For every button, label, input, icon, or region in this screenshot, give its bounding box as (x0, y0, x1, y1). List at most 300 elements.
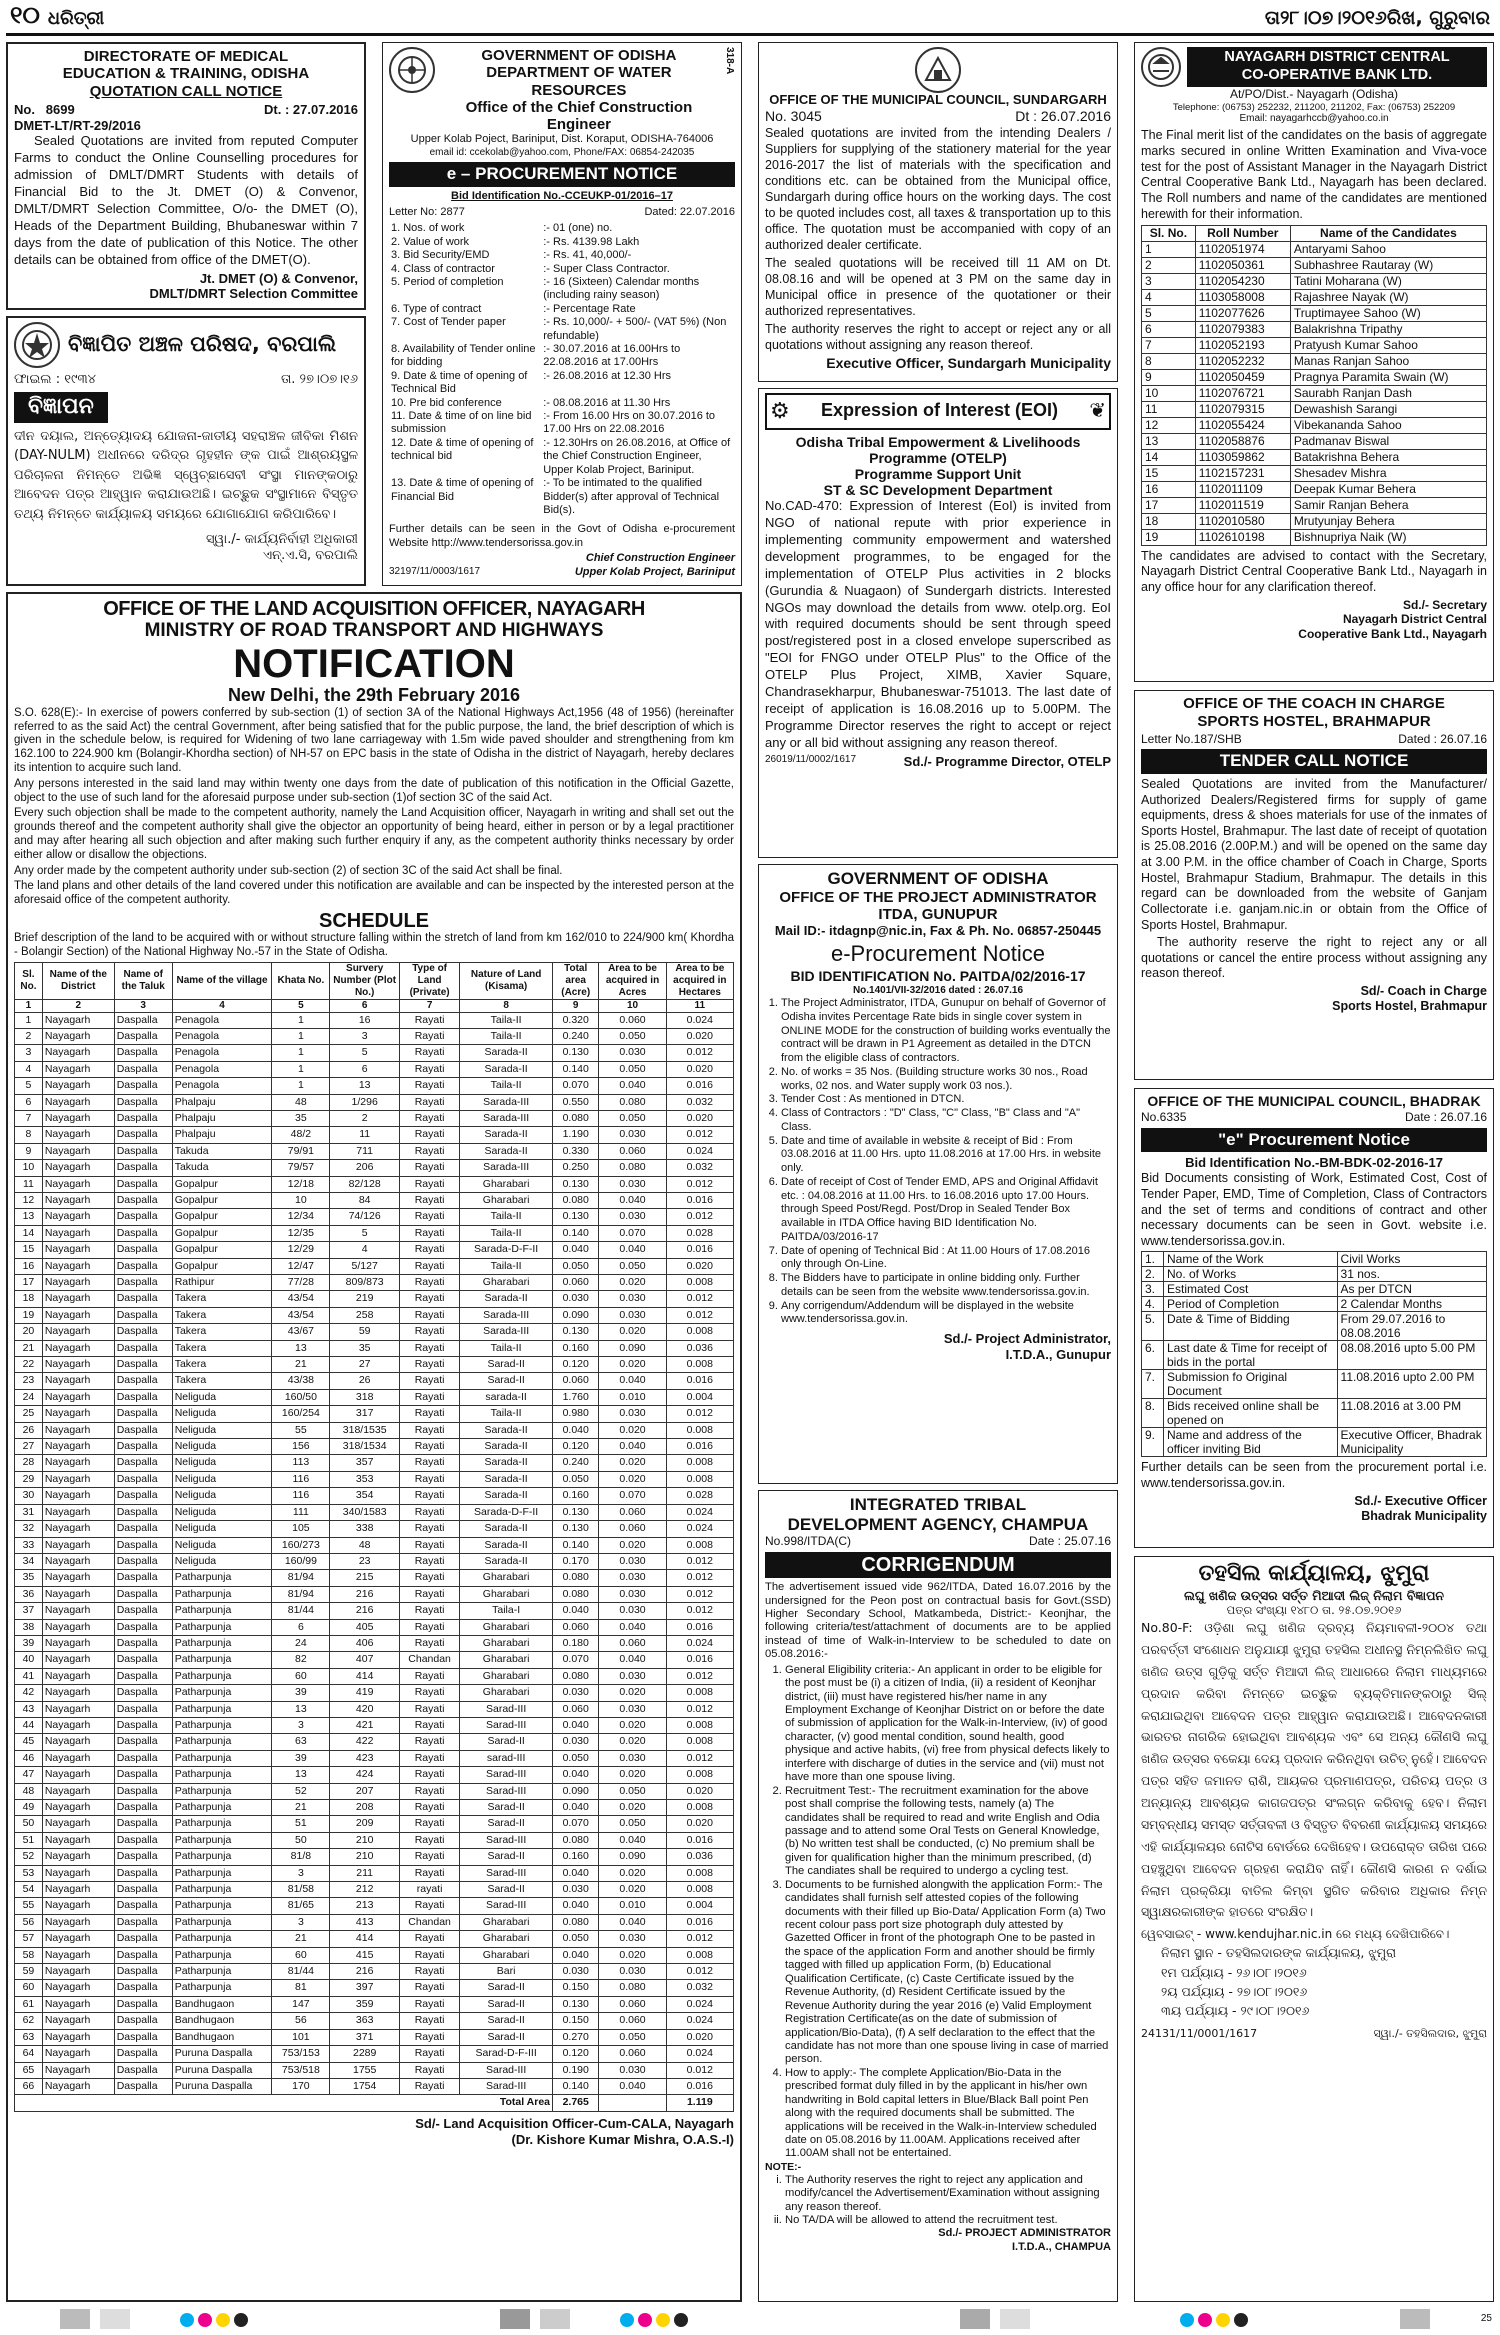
table-cell: 52 (15, 1849, 43, 1865)
ad-bank-signature-2: Nayagarh District Central (1342, 612, 1487, 627)
ad-dmet-signature: Jt. DMET (O) & Convenor, (199, 270, 358, 286)
table-cell: Neliguda (172, 1389, 272, 1405)
table-cell: Nayagarh (42, 1931, 114, 1947)
table-cell: 24 (15, 1389, 43, 1405)
table-cell: Gharabari (460, 1652, 553, 1668)
table-cell: Nayagarh (42, 1078, 114, 1094)
table-cell: Sarad-II (460, 2029, 553, 2045)
table-cell: 0.012 (666, 1603, 733, 1619)
table-cell: Sarada-II (460, 1143, 553, 1159)
table-cell: Rayati (399, 1324, 459, 1340)
table-cell: sarad-III (460, 1750, 553, 1766)
table-cell: 0.050 (553, 1931, 599, 1947)
schedule-column-number: 1 (15, 999, 43, 1012)
table-cell: Patharpunja (172, 1947, 272, 1963)
table-cell: 5/127 (330, 1258, 400, 1274)
table-cell: 116 (272, 1488, 330, 1504)
table-cell: 0.150 (553, 2013, 599, 2029)
ad-tahasil-code: 24131/11/0001/1617 (1141, 2026, 1258, 2040)
table-cell: Nayagarh (42, 1192, 114, 1208)
table-cell: 81/94 (272, 1570, 330, 1586)
table-cell: 37 (15, 1603, 43, 1619)
table-cell: Patharpunja (172, 1570, 272, 1586)
table-cell: Daspalla (114, 1209, 172, 1225)
table-cell: 12/29 (272, 1242, 330, 1258)
water-detail-value: :- 01 (one) no. (543, 222, 613, 235)
ad-bank-column-header: Sl. No. (1142, 226, 1196, 242)
table-cell: Daspalla (114, 1242, 172, 1258)
table-cell: 0.060 (553, 1275, 599, 1291)
table-cell: 0.050 (553, 1471, 599, 1487)
gear-logo-icon: ⚙ (770, 398, 790, 423)
table-cell: Daspalla (114, 1603, 172, 1619)
table-cell: Nayagarh (42, 1258, 114, 1274)
table-cell: Pragnya Paramita Swain (W) (1290, 369, 1486, 385)
ad-bank-intro: The Final merit list of the candidates on the basis of aggregate marks secured in online Written Examination and Viva-voce test for the post of Assistant Manager in the Nayagarh District Central Cooperative Bank Ltd., Nayagarh has been declared. The Roll numbers and name of the candidates are mentioned herewith for their information. (1141, 128, 1487, 221)
table-cell: 0.030 (599, 1127, 666, 1143)
notification-para-5: The land plans and other details of the land covered under this notification are available and can be inspected by the interested person at the aforesaid office of the competent authority. (14, 880, 734, 907)
table-cell: Balakrishna Tripathy (1290, 321, 1486, 337)
table-cell: 0.040 (553, 1717, 599, 1733)
table-cell: 0.016 (666, 1619, 733, 1635)
table-cell: Sarada-III (460, 1307, 553, 1323)
table-cell: 1102610198 (1195, 529, 1290, 545)
table-cell: 1 (272, 1012, 330, 1028)
ad-water-signature-2: Upper Kolab Project, Bariniput (574, 565, 735, 578)
table-cell: 31 nos. (1337, 1267, 1486, 1282)
ad-eoi-signature: Sd./- Programme Director, OTELP (903, 753, 1111, 769)
table-cell: 0.140 (553, 1225, 599, 1241)
table-cell: 0.090 (599, 1340, 666, 1356)
table-cell: 0.012 (666, 1586, 733, 1602)
ad-sundargarh-para-1: Sealed quotations are invited from the intending Dealers / Suppliers for supplying of the stationery material for the year 2016-2017 the list of materials with the specification and conditions etc. can be obtained from the Municipal office, Sundargarh during office hours on the working days. The cost to be quoted includes cost, all taxes & transportation up to this office. The quotation must be accompanied with copy of an authorized dealer certificate. (765, 126, 1111, 253)
table-cell: Rayati (399, 1340, 459, 1356)
table-cell: 59 (330, 1324, 400, 1340)
table-cell: Patharpunja (172, 1980, 272, 1996)
ad-bank-address: At/PO/Dist.- Nayagarh (Odisha) (1229, 87, 1399, 101)
table-cell: 79/91 (272, 1143, 330, 1159)
table-cell: Shesadev Mishra (1290, 465, 1486, 481)
table-cell: 0.010 (599, 1389, 666, 1405)
table-cell: Rayati (399, 1389, 459, 1405)
table-cell: Rayati (399, 1553, 459, 1569)
table-cell: 49 (15, 1800, 43, 1816)
ad-hostel-heading: OFFICE OF THE COACH IN CHARGE (1183, 695, 1445, 712)
table-cell: 414 (330, 1668, 400, 1684)
table-cell: 52 (272, 1783, 330, 1799)
table-row (15, 1603, 734, 1619)
page-number-footer: 25 (1480, 2313, 1492, 2324)
table-cell: Daspalla (114, 1094, 172, 1110)
table-cell: Sarad-III (460, 2078, 553, 2094)
table-cell: Mrutyunjay Behera (1290, 513, 1486, 529)
table-cell: Rayati (399, 1455, 459, 1471)
table-cell: 27 (15, 1439, 43, 1455)
table-cell: 3. (1142, 1282, 1164, 1297)
table-cell: Patharpunja (172, 1767, 272, 1783)
table-cell: Gharabari (460, 1192, 553, 1208)
table-cell: 57 (15, 1931, 43, 1947)
table-cell: 170 (272, 2078, 330, 2094)
ad-tahasil-signature: ସ୍ୱା./- ତହସିଲଦାର, ଝୁମୁରା (1373, 2026, 1487, 2040)
ad-barpali (6, 316, 366, 586)
table-row (15, 1553, 734, 1569)
table-cell: 43 (15, 1701, 43, 1717)
table-cell: 0.030 (553, 1734, 599, 1750)
table-cell: 16 (15, 1258, 43, 1274)
table-cell: Rayati (399, 2062, 459, 2078)
table-cell: 0.008 (666, 1947, 733, 1963)
table-cell: Rayati (399, 1225, 459, 1241)
table-cell: Nayagarh (42, 1783, 114, 1799)
table-cell: 0.030 (599, 1045, 666, 1061)
table-cell: 0.024 (666, 1143, 733, 1159)
table-cell: Patharpunja (172, 1931, 272, 1947)
table-cell: 0.030 (599, 1603, 666, 1619)
water-detail-row (389, 437, 735, 477)
water-detail-key: 8. Availability of Tender online for bidding (391, 343, 536, 369)
table-cell: 79/57 (272, 1160, 330, 1176)
table-cell: Penagola (172, 1078, 272, 1094)
table-cell: 0.004 (666, 1389, 733, 1405)
table-row (15, 1537, 734, 1553)
table-cell: 15 (15, 1242, 43, 1258)
table-cell: 0.020 (599, 1422, 666, 1438)
table-cell: Daspalla (114, 1964, 172, 1980)
table-cell: Nayagarh (42, 1849, 114, 1865)
table-cell: 62 (15, 2013, 43, 2029)
schedule-column-number: 6 (330, 999, 400, 1012)
table-cell: Rayati (399, 1521, 459, 1537)
table-cell: Daspalla (114, 1619, 172, 1635)
water-detail-key: 12. Date & time of opening of technical bid (391, 436, 534, 463)
table-row (15, 1619, 734, 1635)
registration-dot (1180, 2313, 1194, 2327)
table-cell: Daspalla (114, 1865, 172, 1881)
table-cell: Penagola (172, 1061, 272, 1077)
table-cell: 0.040 (553, 1865, 599, 1881)
table-cell: 363 (330, 2013, 400, 2029)
table-cell: 0.040 (553, 1767, 599, 1783)
table-cell: Nayagarh (42, 2046, 114, 2062)
table-cell: Gharabari (460, 1914, 553, 1930)
water-detail-row (389, 343, 735, 370)
table-cell: Daspalla (114, 2078, 172, 2094)
table-cell: Daspalla (114, 1816, 172, 1832)
table-cell: Gharabari (460, 1685, 553, 1701)
table-cell: Nayagarh (42, 1914, 114, 1930)
table-cell: 1102079315 (1195, 401, 1290, 417)
table-cell: Daspalla (114, 1849, 172, 1865)
schedule-column-header: Name of the Taluk (114, 962, 172, 999)
table-cell: 0.008 (666, 1537, 733, 1553)
table-cell: 0.120 (553, 2046, 599, 2062)
table-cell: 160/254 (272, 1406, 330, 1422)
table-cell: 0.030 (553, 1964, 599, 1980)
table-cell: 0.016 (666, 1242, 733, 1258)
table-cell: 8 (15, 1127, 43, 1143)
water-detail-key: 1. Nos. of work (391, 222, 465, 235)
table-cell: 210 (330, 1832, 400, 1848)
table-cell: 12/34 (272, 1209, 330, 1225)
gunupur-item: 5. Date and time of available in website & receipt of Bid : From 03.08.2016 at 11.00 Hrs. upto 11.08.2016 at 17.00 Hrs. in website only. (781, 1135, 1111, 1176)
table-row (15, 1586, 734, 1602)
table-cell: 0.032 (666, 1160, 733, 1176)
page-number: ୧୦ (10, 0, 40, 29)
table-cell: 0.040 (553, 1422, 599, 1438)
table-cell: 1103058008 (1195, 289, 1290, 305)
table-cell: 21 (272, 1931, 330, 1947)
ad-bhadrak-signature-2: Bhadrak Municipality (1361, 1508, 1487, 1523)
table-cell: 2. (1142, 1267, 1164, 1282)
table-cell: Gharabari (460, 1619, 553, 1635)
table-cell: Daspalla (114, 1061, 172, 1077)
table-cell: 16 (1142, 481, 1196, 497)
table-cell: 10 (272, 1192, 330, 1208)
table-row (1142, 1428, 1487, 1457)
table-cell: 206 (330, 1160, 400, 1176)
table-cell: Rayati (399, 1816, 459, 1832)
table-cell: 0.016 (666, 1652, 733, 1668)
table-cell: 3 (330, 1028, 400, 1044)
ad-sundargarh-signature: Executive Officer, Sundargarh Municipality (826, 355, 1111, 372)
table-row (15, 1947, 734, 1963)
ad-water-resources (382, 42, 742, 586)
table-cell: 3 (15, 1045, 43, 1061)
table-cell: 0.060 (599, 1996, 666, 2012)
ad-bhadrak-bid-id: Bid Identification No.-BM-BDK-02-2016-17 (1185, 1155, 1443, 1171)
table-cell: Sarad-III (460, 1898, 553, 1914)
table-cell: Nayagarh (42, 1357, 114, 1373)
table-cell: Saurabh Ranjan Dash (1290, 385, 1486, 401)
table-cell: Patharpunja (172, 1750, 272, 1766)
table-cell: Rayati (399, 1012, 459, 1028)
table-cell: 0.060 (553, 1701, 599, 1717)
table-cell: 3 (272, 1865, 330, 1881)
table-cell: 0.020 (599, 1471, 666, 1487)
table-cell: 54 (15, 1882, 43, 1898)
table-cell: Rayati (399, 1127, 459, 1143)
table-cell: 0.050 (599, 1061, 666, 1077)
table-row (1142, 497, 1487, 513)
table-cell: 0.020 (599, 1275, 666, 1291)
table-cell: 0.130 (553, 1176, 599, 1192)
table-cell: 1102058876 (1195, 433, 1290, 449)
table-cell: 6 (272, 1619, 330, 1635)
table-cell: Patharpunja (172, 1783, 272, 1799)
table-row (15, 2029, 734, 2045)
table-cell: 5. (1142, 1312, 1164, 1341)
table-cell: 0.080 (553, 1914, 599, 1930)
table-cell: sarada-II (460, 1389, 553, 1405)
table-cell: Rayati (399, 1570, 459, 1586)
table-row (15, 1750, 734, 1766)
table-cell: 0.080 (553, 1668, 599, 1684)
table-cell: 0.030 (599, 1701, 666, 1717)
table-cell: Deepak Kumar Behera (1290, 481, 1486, 497)
table-cell: Nayagarh (42, 1603, 114, 1619)
water-detail-value: :- Super Class Contractor. (543, 262, 670, 275)
newspaper-name: ଧରିତ୍ରୀ (47, 8, 105, 30)
table-cell: Neliguda (172, 1406, 272, 1422)
registration-dot (180, 2313, 194, 2327)
table-cell: 1102011519 (1195, 497, 1290, 513)
table-row (15, 2078, 734, 2094)
table-cell: 0.020 (666, 1258, 733, 1274)
schedule-column-header: Sl. No. (15, 962, 43, 999)
ad-hostel-body: Sealed Quotations are invited from the Manufacturer/ Authorized Dealers/Registered firms for supply of game equipments, dress & shoes materials for use of the inmates of Sports Hostel, Brahmapur. The last date of receipt of quotation is 25.08.2016 (2.00P.M.) and will be opened on the same day at 3.00 P.M. in the office chamber of Coach in Charge, Sports Hostel, Brahmapur Stadium, Brahmapur. The details in this regard can be downloaded from the website of Ganjam Collectorate i.e. ganjam.nic.in or obtain from the Office of Sports Hostel, Brahmapur. (1141, 776, 1487, 932)
table-cell: Taila-II (460, 1209, 553, 1225)
ad-tahasil-schedule-line: ୨ୟ ପର୍ଯ୍ୟାୟ - ୨୭।୦୮।୨୦୧୬ (1161, 1984, 1308, 2000)
ad-gunupur-mail: Mail ID:- itdagnp@nic.in, Fax & Ph. No. 06857-250445 (774, 923, 1102, 939)
table-cell: Gopalpur (172, 1209, 272, 1225)
table-cell: Rayati (399, 1291, 459, 1307)
table-cell: 0.080 (553, 1570, 599, 1586)
table-cell: Nayagarh (42, 1275, 114, 1291)
table-cell: 0.020 (599, 1767, 666, 1783)
ad-champua-signature-2: I.T.D.A., CHAMPUA (1012, 2240, 1111, 2253)
table-cell: 0.060 (599, 2046, 666, 2062)
table-cell: 1102052193 (1195, 337, 1290, 353)
ad-water-address: Upper Kolab Poject, Bariniput, Dist. Koraput, ODISHA-764006 (410, 133, 714, 146)
table-cell: Rayati (399, 1242, 459, 1258)
table-cell: Sarada-II (460, 1455, 553, 1471)
table-cell: 39 (272, 1685, 330, 1701)
table-cell: 0.012 (666, 1570, 733, 1586)
table-cell: 08.08.2016 upto 5.00 PM (1337, 1341, 1486, 1370)
table-cell: Nayagarh (42, 1488, 114, 1504)
table-cell: 48 (272, 1094, 330, 1110)
ad-bhadrak-signature: Sd./- Executive Officer (1354, 1493, 1487, 1508)
table-cell: Patharpunja (172, 1832, 272, 1848)
water-detail-row (389, 397, 735, 410)
table-cell: 18 (15, 1291, 43, 1307)
table-cell: 422 (330, 1734, 400, 1750)
ad-notification (6, 592, 742, 2302)
ad-eoi-title: Expression of Interest (EOI) (820, 400, 1059, 421)
table-cell: Daspalla (114, 1570, 172, 1586)
table-cell: 0.024 (666, 1521, 733, 1537)
table-cell: 17 (1142, 497, 1196, 513)
table-cell: 0.130 (553, 1045, 599, 1061)
table-cell: Patharpunja (172, 1898, 272, 1914)
table-cell: 0.170 (553, 1553, 599, 1569)
table-cell: 0.030 (553, 1882, 599, 1898)
table-cell: Rayati (399, 1406, 459, 1422)
schedule-heading: SCHEDULE (318, 909, 429, 932)
table-cell: 0.012 (666, 1307, 733, 1323)
table-cell: Rayati (399, 1619, 459, 1635)
table-cell: Daspalla (114, 1685, 172, 1701)
table-cell: 63 (272, 1734, 330, 1750)
ad-eoi-heading-4: ST & SC Development Department (823, 482, 1053, 499)
table-row (15, 1078, 734, 1094)
table-cell: Daspalla (114, 2062, 172, 2078)
ad-hostel-signature-2: Sports Hostel, Brahmapur (1332, 999, 1487, 1014)
table-cell: Rayati (399, 1488, 459, 1504)
table-cell: Daspalla (114, 1307, 172, 1323)
table-row (15, 1783, 734, 1799)
registration-block (960, 2309, 990, 2329)
table-row (15, 1028, 734, 1044)
table-cell: 0.008 (666, 1324, 733, 1340)
table-cell: 0.090 (553, 1307, 599, 1323)
table-cell: 0.008 (666, 1422, 733, 1438)
table-cell: Patharpunja (172, 1964, 272, 1980)
table-row (15, 1668, 734, 1684)
table-cell: Rayati (399, 2046, 459, 2062)
ad-champua-items (785, 1664, 1111, 2161)
ad-gunupur-signature: Sd./- Project Administrator, (943, 1331, 1111, 1346)
table-cell: 0.060 (599, 1521, 666, 1537)
table-cell: Daspalla (114, 1635, 172, 1651)
ad-champua-heading-1: INTEGRATED TRIBAL (849, 1495, 1027, 1514)
table-cell: 34 (15, 1553, 43, 1569)
table-cell: 13 (272, 1767, 330, 1783)
table-cell: Taila-II (460, 1028, 553, 1044)
table-cell: Gharabari (460, 1176, 553, 1192)
table-cell: 357 (330, 1455, 400, 1471)
table-cell: 753/153 (272, 2046, 330, 2062)
table-row (1142, 369, 1487, 385)
table-cell: 0.020 (666, 1783, 733, 1799)
table-cell: 56 (272, 2013, 330, 2029)
table-cell: Patharpunja (172, 1734, 272, 1750)
ad-dmet-heading-2: EDUCATION & TRAINING, ODISHA (62, 65, 310, 83)
table-cell: 0.024 (666, 1635, 733, 1651)
table-cell: Rayati (399, 1603, 459, 1619)
notification-para-3: Every such objection shall be made to the competent authority, namely the Land Acquisition officer, Nayagarh in writing and shall set out the grounds thereof and the competent authority shall give the objector an opportunity of being heard, either in person or by a legal practitioner and may after hearing all such objection and after making such further enquiry if any, as the competent authority thinks necessary by order either allow or disallow the objections. (14, 807, 734, 861)
table-cell: Daspalla (114, 1389, 172, 1405)
table-cell: 353 (330, 1471, 400, 1487)
table-cell: 0.030 (553, 1291, 599, 1307)
table-cell: 0.008 (666, 1717, 733, 1733)
registration-block (100, 2309, 130, 2329)
table-cell: 7 (1142, 337, 1196, 353)
table-cell: Gopalpur (172, 1258, 272, 1274)
table-cell: Nayagarh (42, 1324, 114, 1340)
ad-water-heading-3: Office of the Chief Construction Engineer (465, 98, 693, 133)
table-row (15, 1717, 734, 1733)
water-detail-key: 2. Value of work (391, 235, 470, 248)
table-cell: 0.036 (666, 1340, 733, 1356)
table-cell: 318 (330, 1389, 400, 1405)
table-cell: Sarad-II (460, 1357, 553, 1373)
ad-hostel-heading-2: SPORTS HOSTEL, BRAHMAPUR (1197, 713, 1431, 731)
table-cell: 35 (330, 1340, 400, 1356)
notification-ministry: MINISTRY OF ROAD TRANSPORT AND HIGHWAYS (144, 620, 604, 641)
table-cell: 0.020 (599, 1324, 666, 1340)
ad-barpali-signature: ସ୍ୱା./- କାର୍ଯ୍ୟନିର୍ବାହୀ ଅଧିକାରୀ (205, 532, 358, 548)
table-cell: 0.016 (666, 2078, 733, 2094)
table-cell: Bandhugaon (172, 2029, 272, 2045)
table-cell: 0.020 (666, 2029, 733, 2045)
table-cell: 4 (330, 1242, 400, 1258)
table-row (15, 1570, 734, 1586)
table-row (1142, 305, 1487, 321)
table-cell: 50 (15, 1816, 43, 1832)
table-cell: 0.030 (599, 2062, 666, 2078)
table-cell: Sarad-II (460, 2013, 553, 2029)
table-cell: Daspalla (114, 1340, 172, 1356)
table-cell: Daspalla (114, 1767, 172, 1783)
gunupur-item: 9. Any corrigendum/Addendum will be displayed in the website www.tendersorissa.gov.in. (781, 1300, 1111, 1328)
table-cell: Daspalla (114, 1750, 172, 1766)
champua-note: ii. No TA/DA will be allowed to attend the recruitment test. (785, 2214, 1111, 2227)
table-cell: Daspalla (114, 1455, 172, 1471)
table-row (15, 1849, 734, 1865)
table-cell: 43/54 (272, 1291, 330, 1307)
